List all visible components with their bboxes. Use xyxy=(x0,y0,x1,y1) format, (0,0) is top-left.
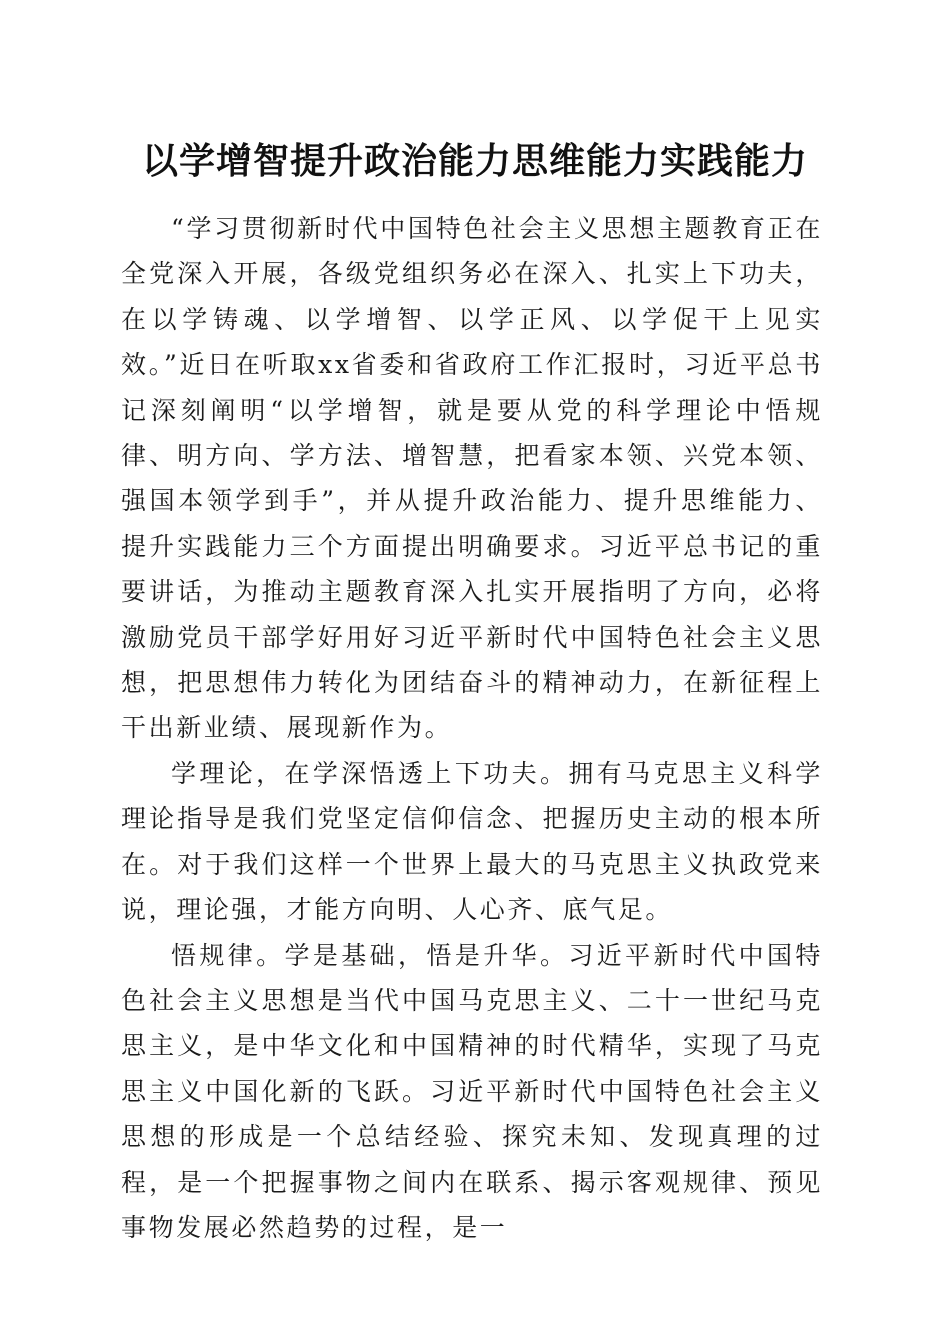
paragraph-study-theory: 学理论，在学深悟透上下功夫。拥有马克思主义科学理论指导是我们党坚定信仰信念、把握历史主动的根本所在。对于我们这样一个世界上最大的马克思主义执政党来说，理论强，才能方向明、人心齐、底气足。 xyxy=(121,758,823,925)
document-title: 以学增智提升政治能力思维能力实践能力 xyxy=(141,140,808,182)
paragraph-understand-laws: 悟规律。学是基础，悟是升华。习近平新时代中国特色社会主义思想是当代中国马克思主义、二十一世纪马克思主义，是中华文化和中国精神的时代精华，实现了马克思主义中国化新的飞跃。习近平新时代中国特色社会主义思想的形成是一个总结经验、探究未知、发现真理的过程，是一个把握事物之间内在联系、揭示客观规律、预见事物发展必然趋势的过程，是一 xyxy=(121,940,823,1242)
document-body xyxy=(121,206,823,1250)
paragraph-intro: “学习贯彻新时代中国特色社会主义思想主题教育正在全党深入开展，各级党组织务必在深入、扎实上下功夫，在以学铸魂、以学增智、以学正风、以学促干上见实效。”近日在听取xx省委和省政府工作汇报时，习近平总书记深刻阐明“以学增智，就是要从党的科学理论中悟规律、明方向、学方法、增智慧，把看家本领、兴党本领、强国本领学到手”，并从提升政治能力、提升思维能力、提升实践能力三个方面提出明确要求。习近平总书记的重要讲话，为推动主题教育深入扎实开展指明了方向，必将激励党员干部学好用好习近平新时代中国特色社会主义思想，把思想伟力转化为团结奋斗的精神动力，在新征程上干出新业绩、展现新作为。 xyxy=(121,214,823,743)
